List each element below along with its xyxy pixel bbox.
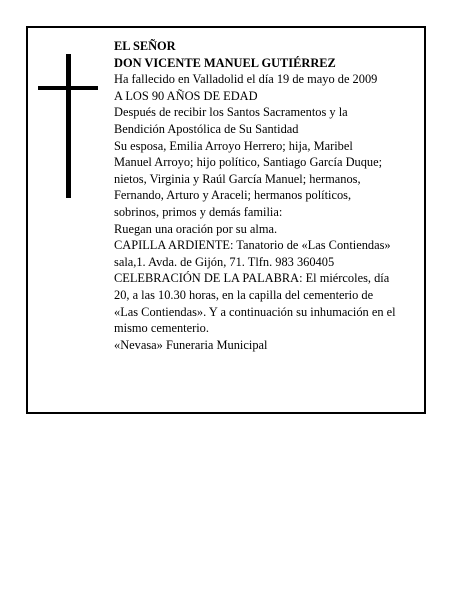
sacraments-line: Después de recibir los Santos Sacramentos y la bbox=[114, 105, 348, 120]
deceased-name: DON VICENTE MANUEL GUTIÉRREZ bbox=[114, 55, 336, 70]
ceremony-info: CELEBRACIÓN DE LA PALABRA: El miércoles, día bbox=[114, 271, 390, 286]
family-line: Su esposa, Emilia Arroyo Herrero; hija, Maribel bbox=[114, 138, 353, 153]
sacraments-line: Bendición Apostólica de Su Santidad bbox=[114, 121, 299, 136]
chapel-info: sala,1. Avda. de Gijón, 71. Tlfn. 983 360405 bbox=[114, 254, 335, 269]
family-line: Fernando, Arturo y Araceli; hermanos políticos, bbox=[114, 188, 352, 203]
ceremony-info: «Las Contiendas». Y a continuación su inhumación en el bbox=[114, 304, 396, 319]
cross-horizontal-bar bbox=[38, 86, 98, 90]
chapel-info: CAPILLA ARDIENTE: Tanatorio de «Las Contiendas» bbox=[114, 238, 391, 253]
funeral-home: «Nevasa» Funeraria Municipal bbox=[114, 337, 268, 352]
obituary-text bbox=[114, 38, 426, 353]
family-line: sobrinos, primos y demás familia: bbox=[114, 204, 283, 219]
cross-vertical-bar bbox=[66, 54, 71, 198]
notice-heading: EL SEÑOR bbox=[114, 39, 176, 53]
family-line: nietos, Virginia y Raúl García Manuel; hermanos, bbox=[114, 171, 361, 186]
prayer-request: Ruegan una oración por su alma. bbox=[114, 221, 278, 236]
family-line: Manuel Arroyo; hijo político, Santiago García Duque; bbox=[114, 155, 383, 170]
ceremony-info: 20, a las 10.30 horas, en la capilla del cementerio de bbox=[114, 287, 374, 302]
cross-icon bbox=[38, 54, 98, 198]
ceremony-info: mismo cementerio. bbox=[114, 321, 209, 336]
death-announcement: Ha fallecido en Valladolid el día 19 de mayo de 2009 bbox=[114, 72, 378, 87]
age-line: A LOS 90 AÑOS DE EDAD bbox=[114, 88, 258, 103]
